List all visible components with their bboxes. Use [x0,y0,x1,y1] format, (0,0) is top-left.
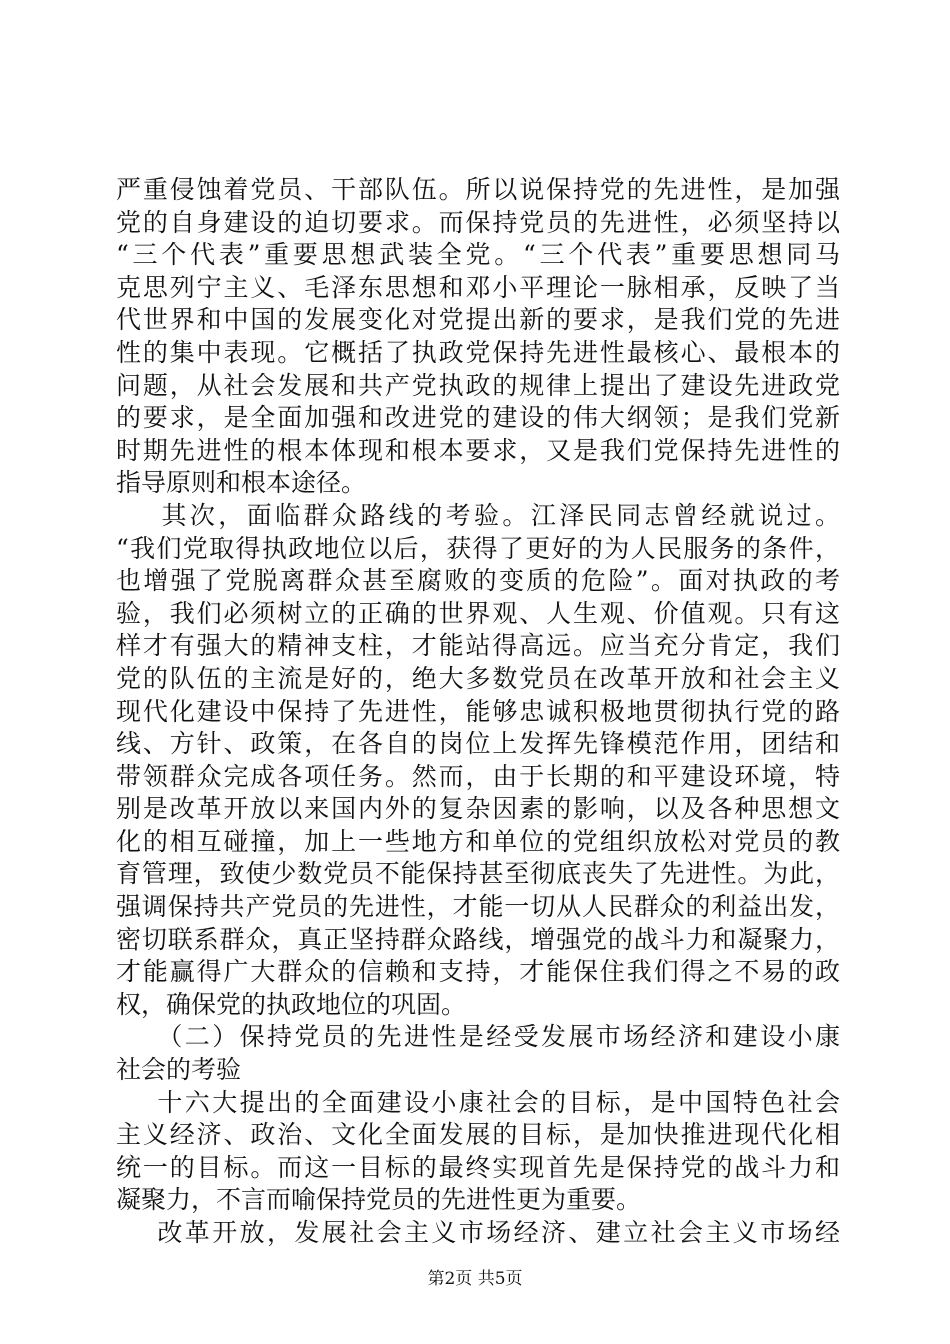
text-line: 样才有强大的精神支柱，才能站得高远。应当充分肯定，我们 [116,631,840,661]
text-line: 化的相互碰撞，加上一些地方和单位的党组织放松对党员的教 [116,826,840,856]
text-line: 十六大提出的全面建设小康社会的目标，是中国特色社会 [116,1087,840,1117]
text-line: 性的集中表现。它概括了执政党保持先进性最核心、最根本的 [116,337,840,367]
text-line: 现代化建设中保持了先进性，能够忠诚积极地贯彻执行党的路 [116,696,840,726]
text-line: 主义经济、政治、文化全面发展的目标，是加快推进现代化相 [116,1120,840,1150]
text-line: 时期先进性的根本体现和根本要求，又是我们党保持先进性的 [116,435,840,465]
text-line: 才能赢得广大群众的信赖和支持，才能保住我们得之不易的政 [116,957,840,987]
text-line: 也增强了党脱离群众甚至腐败的变质的危险”。面对执政的考 [116,566,840,596]
text-line: （二）保持党员的先进性是经受发展市场经济和建设小康 [116,1022,840,1052]
text-line: 育管理，致使少数党员不能保持甚至彻底丧失了先进性。为此， [116,859,840,889]
text-line: 党的队伍的主流是好的，绝大多数党员在改革开放和社会主义 [116,663,840,693]
text-line: 改革开放，发展社会主义市场经济、建立社会主义市场经 [116,1218,840,1247]
text-line: 党的自身建设的迫切要求。而保持党员的先进性，必须坚持以 [116,207,840,237]
text-line: 验，我们必须树立的正确的世界观、人生观、价值观。只有这 [116,598,840,628]
page-footer: 第2页 共5页 [427,1269,523,1289]
text-line: “三个代表”重要思想武装全党。“三个代表”重要思想同马 [116,240,840,270]
text-line: 的要求，是全面加强和改进党的建设的伟大纲领；是我们党新 [116,403,840,433]
text-line: 带领群众完成各项任务。然而，由于长期的和平建设环境，特 [116,761,840,791]
text-line: 密切联系群众，真正坚持群众路线，增强党的战斗力和凝聚力， [116,924,840,954]
text-line: 凝聚力，不言而喻保持党员的先进性更为重要。 [116,1185,642,1215]
text-line: 权，确保党的执政地位的巩固。 [116,989,467,1019]
text-line: 别是改革开放以来国内外的复杂因素的影响，以及各种思想文 [116,794,840,824]
text-line: 其次，面临群众路线的考验。江泽民同志曾经就说过。 [116,500,840,530]
text-line: 强调保持共产党员的先进性，才能一切从人民群众的利益出发， [116,892,840,922]
body-text [116,174,840,1250]
text-line: 克思列宁主义、毛泽东思想和邓小平理论一脉相承，反映了当 [116,272,840,302]
text-line: 指导原则和根本途径。 [116,468,367,498]
text-line: 严重侵蚀着党员、干部队伍。所以说保持党的先进性，是加强 [116,175,840,204]
text-line: 问题，从社会发展和共产党执政的规律上提出了建设先进政党 [116,370,840,400]
text-line: “我们党取得执政地位以后，获得了更好的为人民服务的条件， [116,533,840,563]
text-line: 线、方针、政策，在各自的岗位上发挥先锋模范作用，团结和 [116,729,840,759]
text-line: 统一的目标。而这一目标的最终实现首先是保持党的战斗力和 [116,1152,840,1182]
text-line: 代世界和中国的发展变化对党提出新的要求，是我们党的先进 [116,305,840,335]
text-line: 社会的考验 [116,1055,242,1085]
